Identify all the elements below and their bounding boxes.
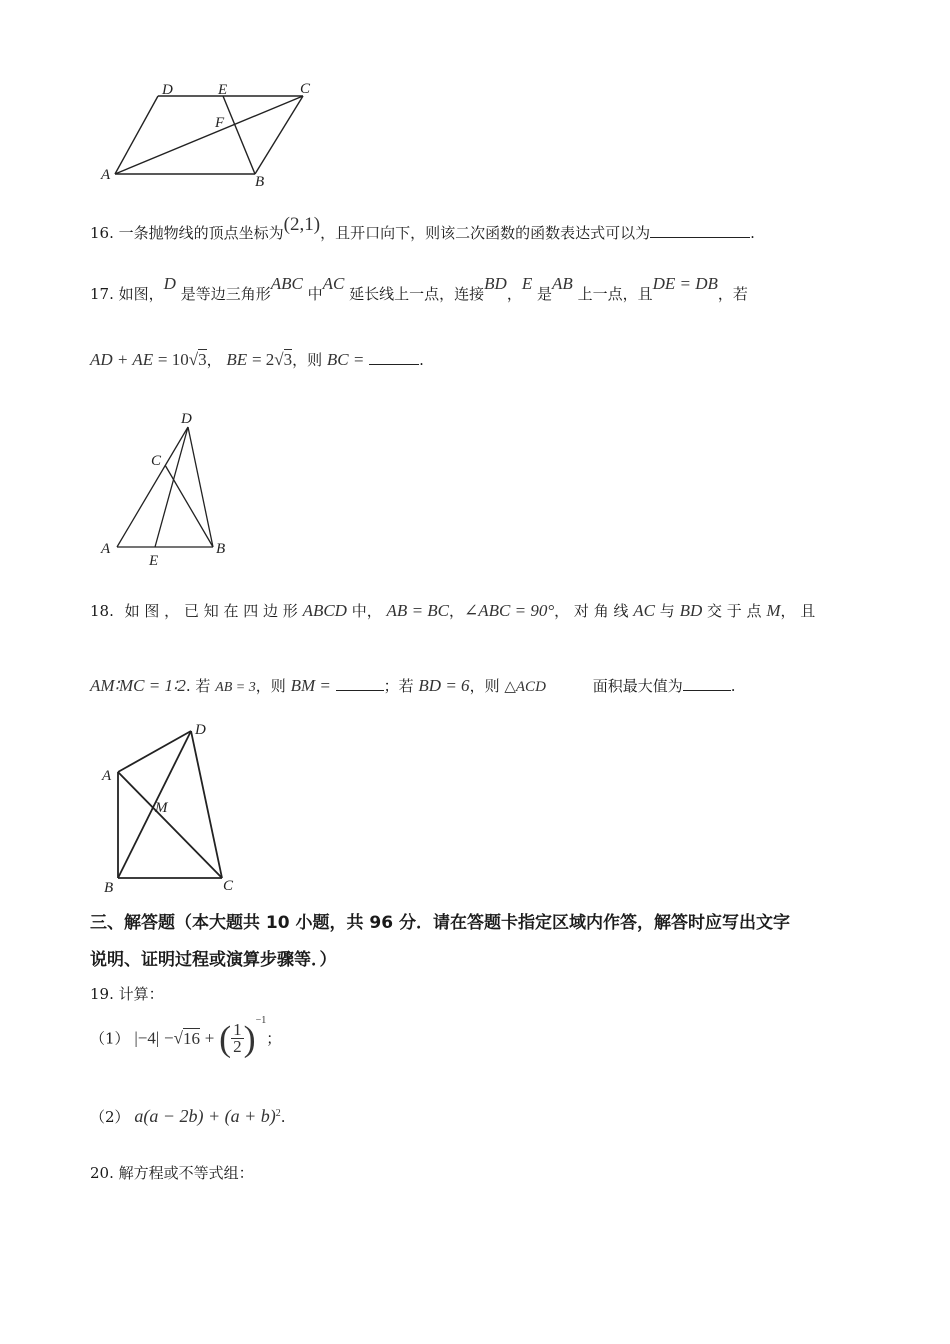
q19-p1-abs: |−4| [134, 1028, 160, 1048]
edge-db [188, 427, 213, 547]
label-c: C [300, 81, 311, 97]
label-b: B [255, 174, 265, 190]
q18-t8: ，则 [255, 677, 286, 695]
q20-title: 解方程或不等式组： [118, 1164, 254, 1182]
q17-abc: ABC [270, 274, 303, 293]
q19-part1 [90, 1014, 282, 1072]
seg-eb [223, 96, 255, 174]
q17-end: . [419, 351, 424, 369]
q17-t7: ，若 [717, 285, 748, 303]
q19-number: 19. [90, 985, 114, 1003]
q16-vertex: (2,1) [283, 214, 321, 235]
q18-abcd: ABCD [302, 601, 347, 620]
q17-t1: 如图， [118, 285, 164, 303]
figure-parallelogram [95, 78, 325, 190]
edge-cd [191, 731, 222, 878]
label-m: M [155, 800, 168, 816]
q18-t3: ， 对 角 线 [554, 602, 629, 620]
q18-number: 18. [90, 602, 114, 620]
label-b: B [216, 541, 226, 557]
q17-eq2-eq: = 2 [251, 350, 275, 369]
q17-sqrt3-b: 3 [283, 350, 293, 369]
q18-t5: 交 于 点 [707, 602, 762, 620]
q19-p1-label: （1） [90, 1029, 130, 1048]
question-17 [90, 274, 748, 304]
label-b: B [104, 880, 114, 896]
q18-cond2: ∠ABC = 90° [464, 601, 555, 620]
diag-ac [118, 772, 222, 878]
seg-de [155, 427, 188, 547]
q18-ratio: AM∶MC = 1∶2 [90, 676, 186, 695]
edge-da [115, 96, 158, 174]
label-a: A [101, 167, 111, 183]
question-19 [90, 984, 164, 1004]
q19-p2-end: . [280, 1108, 286, 1126]
figure-quadrilateral-q18 [95, 712, 255, 897]
q19-p1-plus: + [204, 1028, 215, 1048]
section-3-heading-line1: 三、解答题（本大题共 10 小题，共 96 分．请在答题卡指定区域内作答，解答时应写出文字 [90, 913, 790, 933]
q19-p2-exp: 2 [275, 1108, 281, 1119]
q16-text-a: 一条抛物线的顶点坐标为 [118, 224, 284, 242]
label-d: D [181, 411, 192, 427]
q18-answer-blank-1[interactable] [336, 676, 384, 691]
label-d: D [195, 722, 206, 738]
q18-cond1-sep: ， [449, 602, 465, 620]
q18-t4: 与 [659, 602, 675, 620]
q19-title: 计算： [118, 985, 164, 1003]
q17-t2: 是等边三角形 [180, 285, 271, 303]
edge-bc [255, 96, 303, 174]
q17-t5: 是 [537, 285, 553, 303]
q19-p1-sqrt-sign: √ [173, 1028, 183, 1048]
q17-sep1: ， [206, 351, 222, 369]
label-f: F [215, 115, 225, 131]
q17-t4: 延长线上一点，连接 [349, 285, 485, 303]
q16-text-b: ，且开口向下，则该二次函数的函数表达式可以为 [320, 224, 651, 242]
q17-bc: BC = [326, 350, 365, 369]
q19-p1-fraction [231, 1022, 244, 1055]
q17-sqrt3-a: 3 [198, 350, 207, 369]
q19-p1-end: ； [266, 1029, 282, 1048]
q18-end: . [730, 677, 736, 695]
q17-t3: 中 [307, 285, 323, 303]
q19-p1-sqrt: 16 [182, 1028, 200, 1048]
label-d: D [162, 82, 173, 98]
label-e: E [218, 82, 228, 98]
q19-part2 [90, 1104, 286, 1127]
q19-p2-label: （2） [90, 1108, 130, 1126]
q18-cond1: AB = BC [386, 601, 450, 620]
q18-t1: 如 图 ， 已 知 在 四 边 形 [124, 602, 298, 620]
label-a: A [101, 541, 111, 557]
q17-answer-blank[interactable] [369, 350, 419, 365]
label-e: E [149, 553, 159, 569]
q17-ab: AB [552, 274, 573, 293]
q17-eq2-left: BE [226, 350, 248, 369]
q19-p1-den: 2 [233, 1037, 242, 1056]
q18-ab3: AB = 3 [215, 680, 256, 695]
question-18-line2 [90, 676, 735, 698]
q17-t8: ，则 [292, 351, 323, 369]
q17-ac: AC [322, 274, 345, 293]
question-20 [90, 1163, 254, 1183]
q18-answer-blank-2[interactable] [683, 676, 731, 691]
edge-cb [165, 465, 213, 547]
q17-number: 17. [90, 285, 114, 303]
q17-comma: ， [506, 285, 522, 303]
question-18 [90, 601, 815, 621]
q19-p1-rparen: ) [243, 1018, 256, 1059]
q17-eq1-left: AD + AE [90, 350, 154, 369]
q19-p1-minus: − [164, 1028, 174, 1048]
label-a: A [102, 768, 112, 784]
q18-t9: ；若 [383, 677, 414, 695]
label-c: C [223, 878, 234, 894]
section-3-heading-line2: 说明、证明过程或演算步骤等．） [90, 950, 337, 970]
q16-answer-blank[interactable] [650, 223, 750, 238]
q19-p1-lparen: ( [219, 1018, 232, 1059]
q17-bd: BD [484, 274, 507, 293]
q19-p1-num: 1 [233, 1020, 242, 1039]
q18-bd6: BD = 6 [418, 676, 470, 695]
q17-sqrt-sign-2: √ [274, 350, 284, 369]
q18-bm: BM = [290, 676, 331, 695]
q16-end: . [750, 224, 755, 242]
q17-t6: 上一点，且 [577, 285, 653, 303]
q18-t2: 中， [351, 602, 382, 620]
q17-sqrt-sign-1: √ [188, 350, 199, 369]
q18-t10: ，则 [469, 677, 500, 695]
q18-t6: ， 且 [780, 602, 816, 620]
diag-ac [115, 96, 303, 174]
q18-bd: BD [679, 601, 703, 620]
q17-eq1-eq: = 10 [157, 350, 189, 369]
figure-triangle-q17 [95, 405, 245, 575]
q18-ac: AC [633, 601, 655, 620]
label-c: C [151, 453, 162, 469]
q19-p2-expr: a(a − 2b) + (a + b) [134, 1106, 276, 1126]
q19-p1-exp: −1 [255, 1014, 267, 1026]
question-17-line2 [90, 350, 424, 370]
q18-t7: . 若 [185, 677, 211, 695]
question-16 [90, 214, 755, 243]
q18-triangle-acd: △ACD [504, 679, 546, 695]
q17-e: E [521, 274, 533, 293]
q17-de-db: DE = DB [652, 274, 718, 293]
q18-t11: 面积最大值为 [592, 677, 683, 695]
q16-number: 16. [90, 224, 114, 242]
q20-number: 20. [90, 1164, 114, 1182]
q17-d: D [163, 274, 176, 293]
q18-m: M [766, 601, 781, 620]
